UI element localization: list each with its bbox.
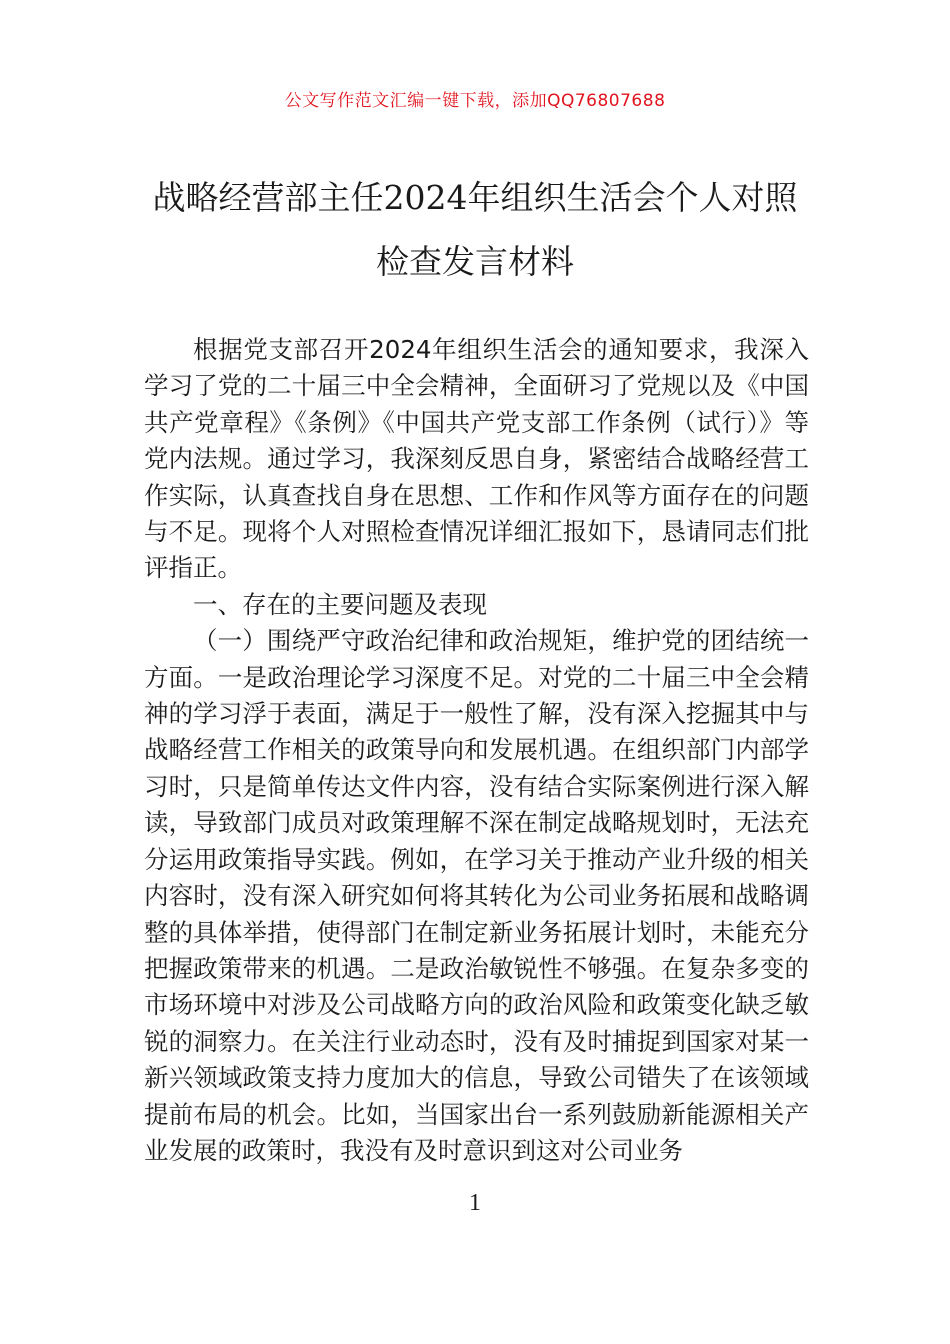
subsection-paragraph: （一）围绕严守政治纪律和政治规矩，维护党的团结统一方面。一是政治理论学习深度不足。对党的二十届三中全会精神的学习浮于表面，满足于一般性了解，没有深入挖掘其中与战略经营工作相关的政策导向和发展机遇。在组织部门内部学习时，只是简单传达文件内容，没有结合实际案例进行深入解读，导致部门成员对政策理解不深在制定战略规划时，无法充分运用政策指导实践。例如，在学习关于推动产业升级的相关内容时，没有深入研究如何将其转化为公司业务拓展和战略调整的具体举措，使得部门在制定新业务拓展计划时，未能充分把握政策带来的机遇。二是政治敏锐性不够强。在复杂多变的市场环境中对涉及公司战略方向的政治风险和政策变化缺乏敏锐的洞察力。在关注行业动态时，没有及时捕捉到国家对某一新兴领域政策支持力度加大的信息，导致公司错失了在该领域提前布局的机会。比如，当国家出台一系列鼓励新能源相关产业发展的政策时，我没有及时意识到这对公司业务 <box>144 626 809 1165</box>
promo-header: 公文写作范文汇编一键下载，添加QQ76807688 <box>284 91 666 111</box>
document-title: 战略经营部主任2024年组织生活会个人对照检查发言材料 <box>152 178 798 281</box>
page-number: 1 <box>469 1190 481 1216</box>
section-heading: 一、存在的主要问题及表现 <box>193 589 487 619</box>
document-body <box>144 332 809 1169</box>
intro-paragraph: 根据党支部召开2024年组织生活会的通知要求，我深入学习了党的二十届三中全会精神，全面研习了党规以及《中国共产党章程》《条例》《中国共产党支部工作条例（试行）》等党内法规。通过学习，我深刻反思自身，紧密结合战略经营工作实际，认真查找自身在思想、工作和作风等方面存在的问题与不足。现将个人对照检查情况详细汇报如下，恳请同志们批评指正。 <box>144 335 809 583</box>
